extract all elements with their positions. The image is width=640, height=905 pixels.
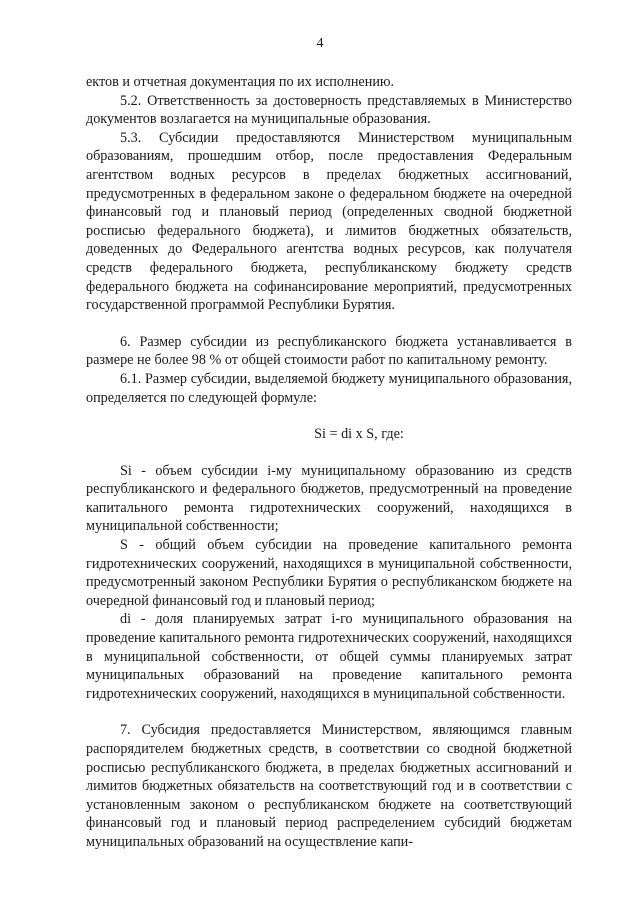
paragraph-gap [86, 315, 572, 333]
page-number: 4 [316, 36, 324, 51]
paragraph-6: 6. Размер субсидии из республиканского бюджета устанавливается в размере не более 98 % от общей стоимости работ по капитальному ремонту. [86, 333, 572, 369]
paragraph-gap [86, 444, 572, 462]
paragraph-gap [86, 407, 572, 425]
paragraph-6-1: 6.1. Размер субсидии, выделяемой бюджету муниципального образования, определяется по следующей формуле: [86, 370, 572, 406]
definition-s: S - общий объем субсидии на проведение капитального ремонта гидротехнических сооружений, находящихся в муниципальной собственности, предусмотренный законом Республики Бурятия о республиканском бюджете на очередной финансовый год и плановый период; [86, 537, 572, 609]
document-body [86, 73, 572, 852]
paragraph-gap [86, 703, 572, 721]
formula: Si = di x S, где: [314, 426, 404, 443]
paragraph-5-3: 5.3. Субсидии предоставляются Министерством муниципальным образованиям, прошедшим отбор, после предоставления Федеральным агентством водных ресурсов в пределах бюджетных ассигнований, предусмотренных в федеральном законе о федеральном бюджете на очередной финансовый год и плановый период (определенных сводной бюджетной росписью федерального бюджета), и лимитов бюджетных обязательств, доведенных до Федерального агентства водных ресурсов, как получателя средств федерального бюджета, республиканскому бюджету средств федерального бюджета на софинансирование мероприятий, предусмотренных государственной программой Республики Бурятия. [86, 129, 572, 314]
definition-si: Si - объем субсидии i-му муниципальному образованию из средств республиканского и федерального бюджетов, предусмотренный на проведение капитального ремонта гидротехнических сооружений, находящихся в муниципальной собственности; [86, 462, 572, 535]
paragraph-5-2: 5.2. Ответственность за достоверность представляемых в Министерство документов возлагается на муниципальные образования. [86, 92, 572, 128]
paragraph-continuation: ектов и отчетная документация по их исполнению. [86, 74, 395, 90]
paragraph-7: 7. Субсидия предоставляется Министерством, являющимся главным распорядителем бюджетных средств, в соответствии со сводной бюджетной росписью республиканского бюджета, в пределах бюджетных ассигнований и лимитов бюджетных обязательств на соответствующий год и в соответствии с установленным законом о республиканском бюджете на соответствующий финансовый год и плановый период распределением субсидий бюджетам муниципальных образований на осуществление капи- [86, 722, 572, 850]
definition-di: di - доля планируемых затрат i-го муниципального образования на проведение капитального ремонта гидротехнических сооружений, находящихся в муниципальной собственности, от общей суммы планируемых затрат муниципальных образований на проведение капитального ремонта гидротехнических сооружений, находящихся в муниципальной собственности. [86, 611, 572, 702]
